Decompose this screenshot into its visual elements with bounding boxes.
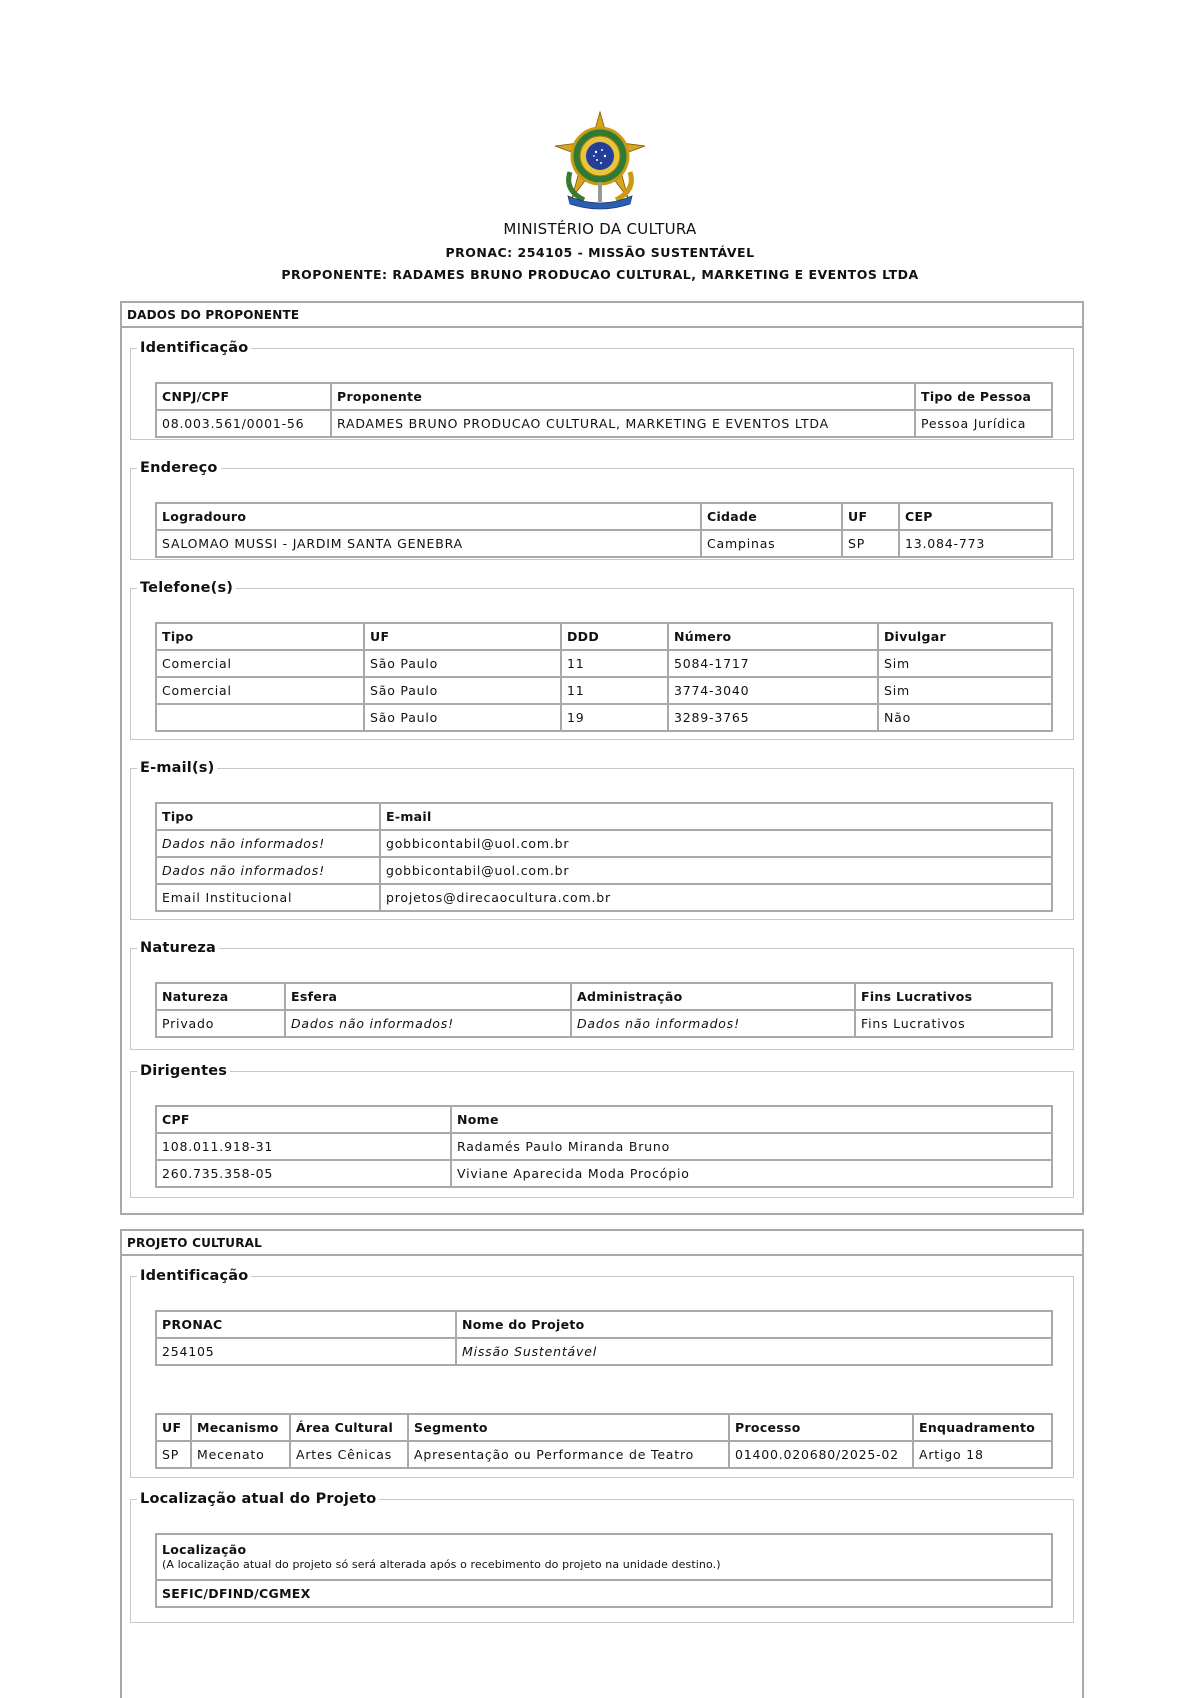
cell: Artigo 18 [913,1441,1052,1468]
table-row [156,1441,1052,1468]
fieldset-telefones [130,580,1074,740]
fieldset-legend: Endereço [140,460,218,476]
table-row [156,830,1052,857]
header-cell: E-mail [380,803,1052,830]
cell: 5084-1717 [668,650,878,677]
header-cell: Proponente [331,383,915,410]
table-header-row [156,623,1052,650]
natureza-table [155,982,1053,1038]
identificacao-table [155,382,1053,438]
table-header-row [156,803,1052,830]
header-cell: UF [156,1414,191,1441]
cell: 19 [561,704,668,731]
fieldset-identificacao [130,340,1074,440]
fieldset-legend: Natureza [140,940,216,956]
table-row [156,410,1052,437]
fieldset-natureza [130,940,1074,1050]
cell: Campinas [701,530,842,557]
fieldset-legend: Dirigentes [140,1063,228,1079]
header-cell: Segmento [408,1414,729,1441]
fieldset-localizacao [130,1491,1074,1623]
table-row [156,704,1052,731]
section-title: DADOS DO PROPONENTE [122,303,1082,328]
table-header-row [156,1534,1052,1580]
header-cell: Nome [451,1106,1052,1133]
localizacao-label: Localização [162,1542,247,1557]
header-cell: Cidade [701,503,842,530]
cell: 260.735.358-05 [156,1160,451,1187]
cell: Radamés Paulo Miranda Bruno [451,1133,1052,1160]
cell [156,704,364,731]
table-header-row [156,503,1052,530]
header-cell: Área Cultural [290,1414,408,1441]
header-cell: Fins Lucrativos [855,983,1052,1010]
fieldset-legend: Identificação [140,1268,249,1284]
table-row [156,650,1052,677]
cell: São Paulo [364,704,561,731]
cell: SP [842,530,899,557]
header-cell: Nome do Projeto [456,1311,1052,1338]
dirigentes-table [155,1105,1053,1188]
telefones-table [155,622,1053,732]
table-row [156,1010,1052,1037]
header-cell: UF [364,623,561,650]
fieldset-dirigentes [130,1063,1074,1198]
table-row [156,1338,1052,1365]
cell: Dados não informados! [571,1010,855,1037]
table-row [156,857,1052,884]
brazil-coat-of-arms-icon [550,110,650,210]
cell: Dados não informados! [156,857,380,884]
header-cell: Enquadramento [913,1414,1052,1441]
cell: Fins Lucrativos [855,1010,1052,1037]
cell: 01400.020680/2025-02 [729,1441,913,1468]
cell: gobbicontabil@uol.com.br [380,830,1052,857]
proponente-title: PROPONENTE: RADAMES BRUNO PRODUCAO CULTURAL, MARKETING E EVENTOS LTDA [281,267,919,282]
ministry-title: MINISTÉRIO DA CULTURA [503,220,697,238]
fieldset-legend: E-mail(s) [140,760,215,776]
cell: 08.003.561/0001-56 [156,410,331,437]
localizacao-value: SEFIC/DFIND/CGMEX [156,1580,1052,1607]
cell: Dados não informados! [156,830,380,857]
cell: Comercial [156,650,364,677]
header-cell [156,1534,1052,1580]
header-cell: DDD [561,623,668,650]
header-cell: Processo [729,1414,913,1441]
header-cell: CPF [156,1106,451,1133]
cell: 108.011.918-31 [156,1133,451,1160]
section-title: PROJETO CULTURAL [122,1231,1082,1256]
cell: SALOMAO MUSSI - JARDIM SANTA GENEBRA [156,530,701,557]
header-cell: Tipo [156,623,364,650]
cell: RADAMES BRUNO PRODUCAO CULTURAL, MARKETING E EVENTOS LTDA [331,410,915,437]
header-cell: Divulgar [878,623,1052,650]
header-cell: Tipo [156,803,380,830]
projeto-detalhes-table [155,1413,1053,1469]
document-header [0,110,1200,282]
cell: Dados não informados! [285,1010,571,1037]
cell: projetos@direcaocultura.com.br [380,884,1052,911]
table-row [156,884,1052,911]
cell: Email Institucional [156,884,380,911]
table-header-row [156,1414,1052,1441]
header-cell: Mecanismo [191,1414,290,1441]
table-header-row [156,1106,1052,1133]
fieldset-projeto-identificacao [130,1268,1074,1478]
cell: Missão Sustentável [456,1338,1052,1365]
cell: 3774-3040 [668,677,878,704]
table-row [156,1580,1052,1607]
pronac-title: PRONAC: 254105 - MISSÃO SUSTENTÁVEL [445,245,755,260]
header-cell: Tipo de Pessoa [915,383,1052,410]
cell: Pessoa Jurídica [915,410,1052,437]
header-cell: Número [668,623,878,650]
emails-table [155,802,1053,912]
cell: gobbicontabil@uol.com.br [380,857,1052,884]
cell: 254105 [156,1338,456,1365]
header-cell: CEP [899,503,1052,530]
header-cell: PRONAC [156,1311,456,1338]
header-cell: Esfera [285,983,571,1010]
table-header-row [156,1311,1052,1338]
fieldset-emails [130,760,1074,920]
cell: Apresentação ou Performance de Teatro [408,1441,729,1468]
header-cell: CNPJ/CPF [156,383,331,410]
localizacao-table [155,1533,1053,1608]
cell: SP [156,1441,191,1468]
fieldset-legend: Identificação [140,340,249,356]
cell: 13.084-773 [899,530,1052,557]
cell: 11 [561,650,668,677]
header-cell: Logradouro [156,503,701,530]
section-projeto-cultural [120,1229,1084,1698]
fieldset-legend: Telefone(s) [140,580,234,596]
cell: 11 [561,677,668,704]
table-row [156,1133,1052,1160]
fieldset-endereco [130,460,1074,560]
cell: Sim [878,677,1052,704]
section-dados-proponente [120,301,1084,1215]
header-cell: Administração [571,983,855,1010]
cell: Viviane Aparecida Moda Procópio [451,1160,1052,1187]
cell: 3289-3765 [668,704,878,731]
table-row [156,530,1052,557]
localizacao-note: (A localização atual do projeto só será alterada após o recebimento do projeto na unidade destino.) [162,1558,721,1571]
cell: Sim [878,650,1052,677]
endereco-table [155,502,1053,558]
cell: Comercial [156,677,364,704]
cell: Artes Cênicas [290,1441,408,1468]
table-header-row [156,983,1052,1010]
fieldset-legend: Localização atual do Projeto [140,1491,377,1507]
header-cell: UF [842,503,899,530]
cell: São Paulo [364,677,561,704]
cell: Privado [156,1010,285,1037]
cell: Não [878,704,1052,731]
table-row [156,677,1052,704]
header-cell: Natureza [156,983,285,1010]
cell: São Paulo [364,650,561,677]
cell: Mecenato [191,1441,290,1468]
projeto-nome-table [155,1310,1053,1366]
table-header-row [156,383,1052,410]
table-row [156,1160,1052,1187]
